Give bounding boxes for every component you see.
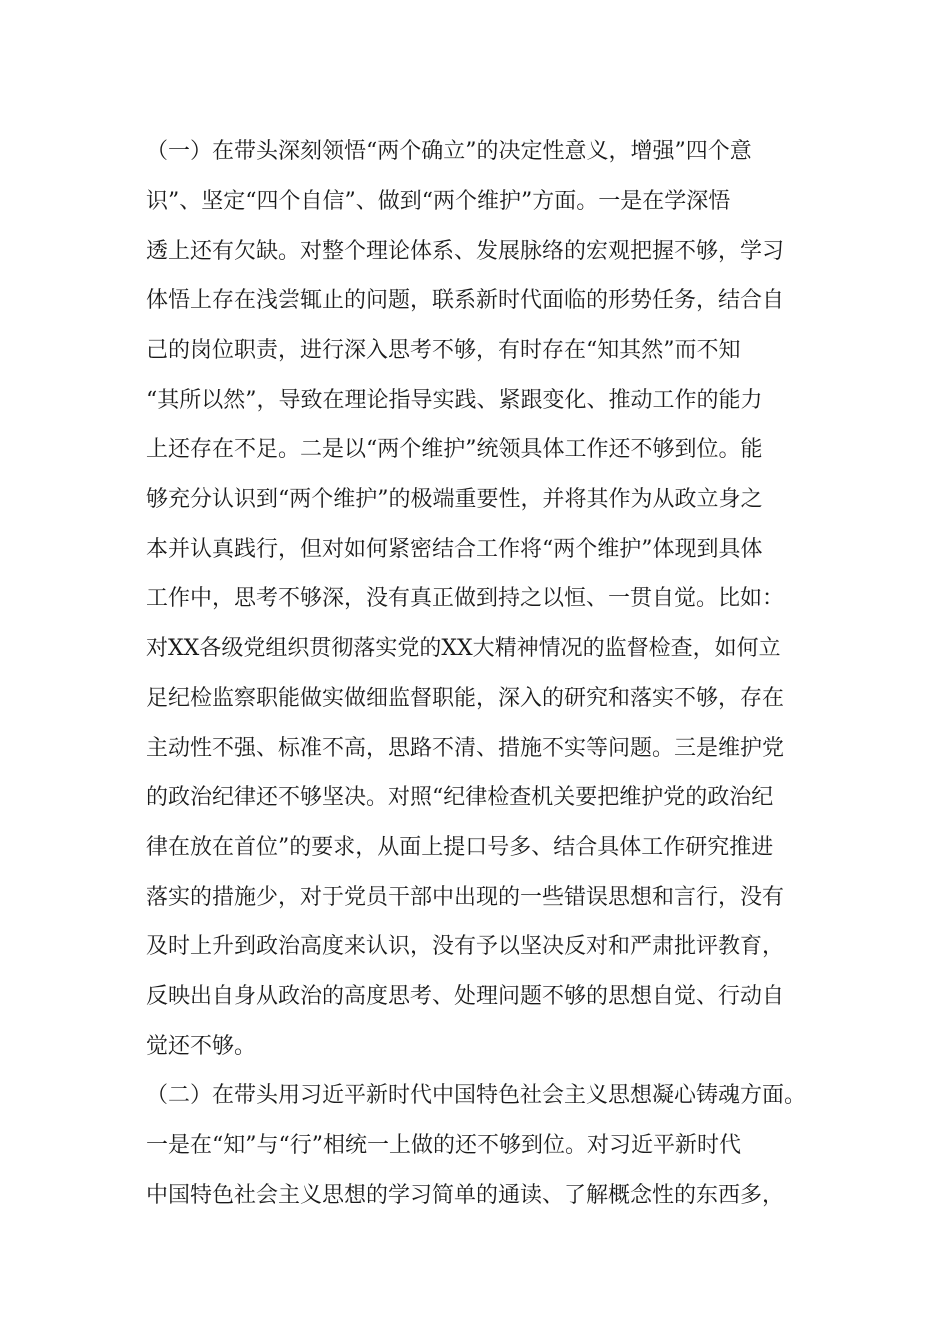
text-line: 己的岗位职责，进行深入思考不够，有时存在“知其然”而不知 <box>146 338 741 363</box>
text-line: 主动性不强、标准不高，思路不清、措施不实等问题。三是维护党 <box>146 736 785 761</box>
text-line: 的政治纪律还不够坚决。对照“纪律检查机关要把维护党的政治纪 <box>146 785 774 810</box>
text-line: 及时上升到政治高度来认识，没有予以坚决反对和严肃批评教育， <box>146 934 785 959</box>
text-line: 律在放在首位”的要求，从面上提口号多、结合具体工作研究推进 <box>146 835 774 860</box>
text-line: 工作中，思考不够深，没有真正做到持之以恒、一贯自觉。比如： <box>146 586 785 611</box>
text-line: 上还存在不足。二是以“两个维护”统领具体工作还不够到位。能 <box>146 437 763 462</box>
text-line: 对XX各级党组织贯彻落实党的XX大精神情况的监督检查，如何立 <box>146 636 781 661</box>
text-line: 透上还有欠缺。对整个理论体系、发展脉络的宏观把握不够，学习 <box>146 239 785 264</box>
text-line: 反映出自身从政治的高度思考、处理问题不够的思想自觉、行动自 <box>146 984 785 1009</box>
text-line: 够充分认识到“两个维护”的极端重要性，并将其作为从政立身之 <box>146 487 763 512</box>
text-line: （二）在带头用习近平新时代中国特色社会主义思想凝心铸魂方面。 <box>146 1083 807 1108</box>
text-line: 一是在“知”与“行”相统一上做的还不够到位。对习近平新时代 <box>146 1133 741 1158</box>
text-line: 觉还不够。 <box>146 1034 257 1059</box>
text-line: “其所以然”，导致在理论指导实践、紧跟变化、推动工作的能力 <box>146 388 763 413</box>
text-line: 足纪检监察职能做实做细监督职能，深入的研究和落实不够，存在 <box>146 686 785 711</box>
text-line: 识”、坚定“四个自信”、做到“两个维护”方面。一是在学深悟 <box>146 189 731 214</box>
text-line: （一）在带头深刻领悟“两个确立”的决定性意义，增强”四个意 <box>146 139 752 164</box>
text-line: 本并认真践行，但对如何紧密结合工作将“两个维护”体现到具体 <box>146 537 763 562</box>
text-line: 中国特色社会主义思想的学习简单的通读、了解概念性的东西多， <box>146 1183 785 1208</box>
text-line: 落实的措施少，对于党员干部中出现的一些错误思想和言行，没有 <box>146 885 785 910</box>
text-line: 体悟上存在浅尝辄止的问题，联系新时代面临的形势任务，结合自 <box>146 288 785 313</box>
